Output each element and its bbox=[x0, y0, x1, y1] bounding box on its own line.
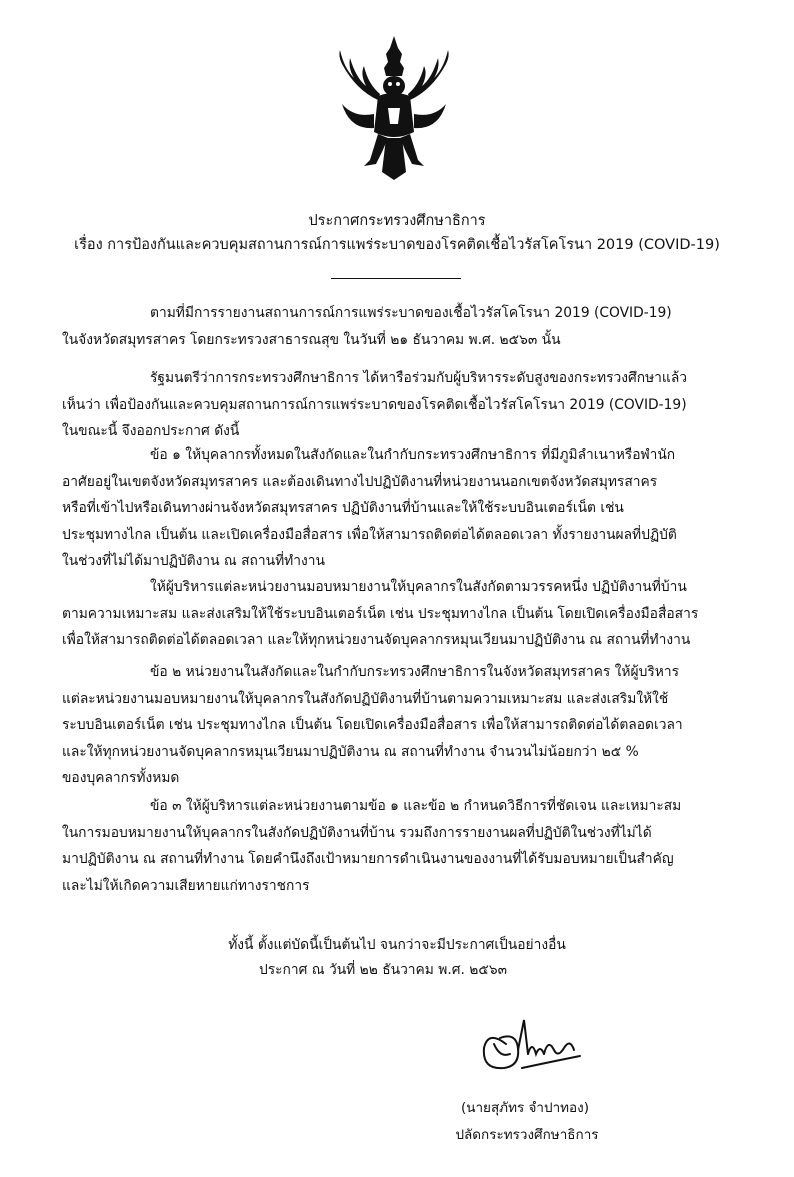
paragraph-line: ให้ผู้บริหารแต่ละหน่วยงานมอบหมายงานให้บุคลากรในสังกัดตามวรรคหนึ่ง ปฏิบัติงานที่บ้าน bbox=[150, 579, 687, 595]
paragraph-line: ของบุคลากรทั้งหมด bbox=[62, 770, 180, 786]
announcement-date: ประกาศ ณ วันที่ ๒๒ ธันวาคม พ.ศ. ๒๕๖๓ bbox=[258, 962, 508, 978]
garuda-emblem-icon bbox=[330, 34, 458, 184]
minister-paragraph bbox=[62, 365, 762, 445]
paragraph-line: ในขณะนี้ จึงออกประกาศ ดังนี้ bbox=[62, 423, 240, 439]
effective-statement: ทั้งนี้ ตั้งแต่บัดนี้เป็นต้นไป จนกว่าจะมีประกาศเป็นอย่างอื่น bbox=[228, 937, 566, 953]
paragraph-line: ข้อ ๒ หน่วยงานในสังกัดและในกำกับกระทรวงศึกษาธิการในจังหวัดสมุทรสาคร ให้ผู้บริหาร bbox=[150, 664, 680, 680]
paragraph-line: ในช่วงที่ไม่ได้มาปฏิบัติงาน ณ สถานที่ทำงาน bbox=[62, 553, 325, 569]
paragraph-line: มาปฏิบัติงาน ณ สถานที่ทำงาน โดยคำนึงถึงเป้าหมายการดำเนินงานของงานที่ได้รับมอบหมายเป็นสำคัญ bbox=[62, 851, 674, 867]
paragraph-line: และให้ทุกหน่วยงานจัดบุคลากรหมุนเวียนมาปฏิบัติงาน ณ สถานที่ทำงาน จำนวนไม่น้อยกว่า ๒๕ % bbox=[62, 743, 639, 760]
paragraph-line: เพื่อให้สามารถติดต่อได้ตลอดเวลา และให้ทุกหน่วยงานจัดบุคลากรหมุนเวียนมาปฏิบัติงาน ณ สถานที่ทำงาน bbox=[62, 632, 691, 648]
signer-name: (นายสุภัทร จำปาทอง) bbox=[460, 1100, 590, 1116]
paragraph-line: ข้อ ๓ ให้ผู้บริหารแต่ละหน่วยงานตามข้อ ๑ และข้อ ๒ กำหนดวิธีการที่ชัดเจน และเหมาะสม bbox=[150, 798, 682, 814]
paragraph-line: เห็นว่า เพื่อป้องกันและควบคุมสถานการณ์การแพร่ระบาดของโรคติดเชื้อไวรัสโคโรนา 2019 (COVID-19) bbox=[62, 396, 687, 413]
paragraph-line: ตามที่มีการรายงานสถานการณ์การแพร่ระบาดของเชื้อไวรัสโคโรนา 2019 (COVID-19) bbox=[150, 305, 672, 321]
signature-icon bbox=[470, 1010, 588, 1078]
document-title: ประกาศกระทรวงศึกษาธิการ bbox=[308, 213, 486, 229]
paragraph-line: อาศัยอยู่ในเขตจังหวัดสมุทรสาคร และต้องเดินทางไปปฏิบัติงานที่หน่วยงานนอกเขตจังหวัดสมุทรสาคร bbox=[62, 473, 658, 490]
paragraph-line: และไม่ให้เกิดความเสียหายแก่ทางราชการ bbox=[62, 877, 310, 894]
paragraph-line: แต่ละหน่วยงานมอบหมายงานให้บุคลากรในสังกัดปฏิบัติงานที่บ้านตามความเหมาะสม และส่งเสริมให้ใช้ bbox=[62, 690, 669, 707]
intro-paragraph bbox=[62, 300, 762, 353]
clause-2-paragraph bbox=[62, 659, 762, 792]
paragraph-line: ระบบอินเตอร์เน็ต เช่น ประชุมทางไกล เป็นต้น โดยเปิดเครื่องมือสื่อสาร เพื่อให้สามารถติดต่อได้ตลอดเวลา bbox=[62, 717, 683, 733]
paragraph-line: รัฐมนตรีว่าการกระทรวงศึกษาธิการ ได้หารือร่วมกับผู้บริหารระดับสูงของกระทรวงศึกษาแล้ว bbox=[150, 370, 688, 386]
title-divider bbox=[331, 278, 461, 279]
paragraph-line: ข้อ ๑ ให้บุคลากรทั้งหมดในสังกัดและในกำกับกระทรวงศึกษาธิการ ที่มีภูมิลำเนาหรือพำนัก bbox=[150, 447, 676, 463]
paragraph-line: ในการมอบหมายงานให้บุคลากรในสังกัดปฏิบัติงานที่บ้าน รวมถึงการรายงานผลที่ปฏิบัติในช่วงที่ไม่ได้ bbox=[62, 824, 652, 841]
clause-1-paragraph bbox=[62, 442, 762, 575]
paragraph-line: ในจังหวัดสมุทรสาคร โดยกระทรวงสาธารณสุข ในวันที่ ๒๑ ธันวาคม พ.ศ. ๒๕๖๓ นั้น bbox=[62, 331, 561, 348]
clause-1b-paragraph bbox=[62, 574, 762, 654]
document-subject: เรื่อง การป้องกันและควบคุมสถานการณ์การแพร่ระบาดของโรคติดเชื้อไวรัสโคโรนา 2019 (COVID-19) bbox=[74, 237, 720, 253]
paragraph-line: ประชุมทางไกล เป็นต้น และเปิดเครื่องมือสื่อสาร เพื่อให้สามารถติดต่อได้ตลอดเวลา ทั้งรายงานผลที่ปฏิบัติ bbox=[62, 526, 677, 543]
clause-3-paragraph bbox=[62, 793, 762, 899]
signer-position: ปลัดกระทรวงศึกษาธิการ bbox=[455, 1127, 599, 1143]
paragraph-line: หรือที่เข้าไปหรือเดินทางผ่านจังหวัดสมุทรสาคร ปฏิบัติงานที่บ้านและให้ใช้ระบบอินเตอร์เน็ต เช่น bbox=[62, 500, 624, 516]
paragraph-line: ตามความเหมาะสม และส่งเสริมให้ใช้ระบบอินเตอร์เน็ต เช่น ประชุมทางไกล เป็นต้น โดยเปิดเครื่องมือสื่อสาร bbox=[62, 605, 699, 622]
